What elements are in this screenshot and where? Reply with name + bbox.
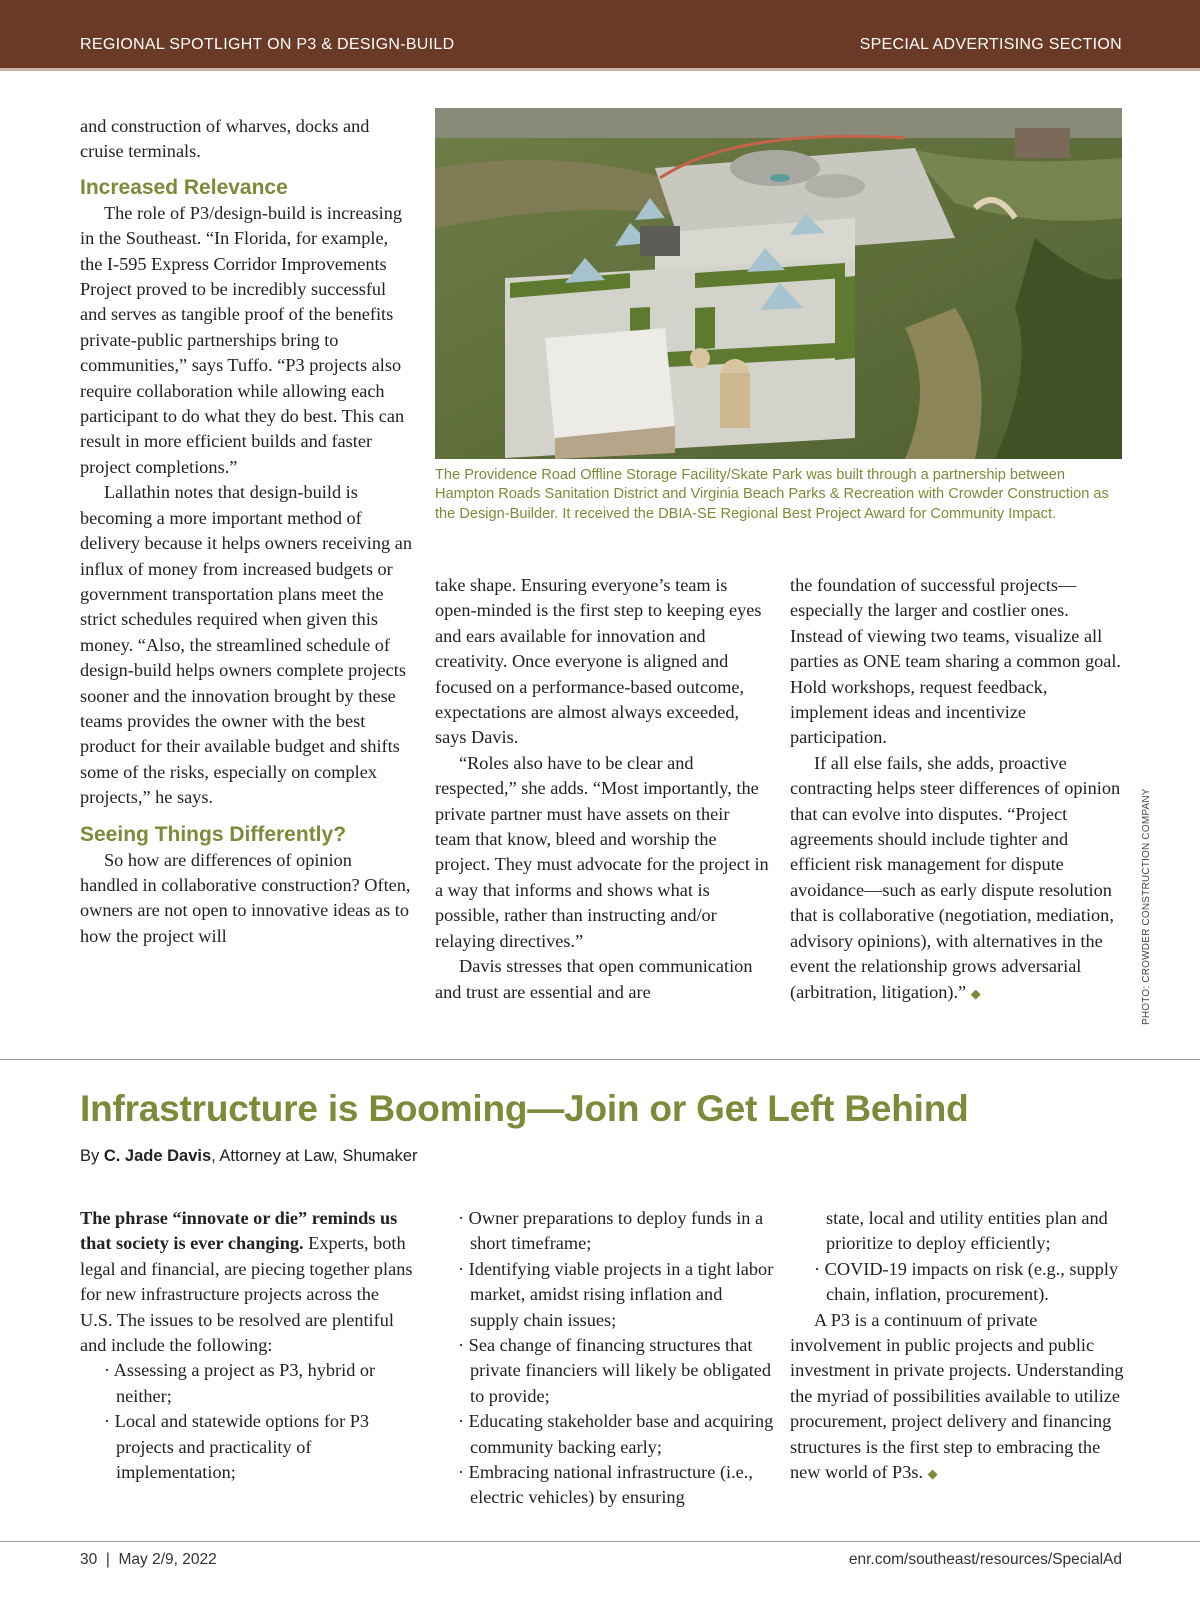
header-bar [0, 0, 1200, 68]
list-item [458, 1206, 774, 1257]
photo-credit: PHOTO: CROWDER CONSTRUCTION COMPANY [1141, 788, 1152, 1025]
byline-prefix: By [80, 1147, 104, 1165]
bullet-icon: · [458, 1335, 465, 1356]
list-item-text: Embracing national infrastructure (i.e., electric vehicles) by ensuring [468, 1462, 753, 1508]
bullet-icon: · [458, 1208, 465, 1228]
advertising-label: SPECIAL ADVERTISING SECTION [859, 36, 1122, 53]
list-item-text: Assessing a project as P3, hybrid or neither; [113, 1360, 376, 1406]
list-item [80, 1358, 414, 1409]
bullet-icon: · [814, 1258, 821, 1279]
paragraph: So how are differences of opinion handled in collaborative construction? Often, owners are not open to innovative ideas as to how the project will [80, 849, 411, 946]
photo-caption: The Providence Road Offline Storage Facility/Skate Park was built through a partnership between Hampton Roads Sanitation District and Virginia Beach Parks & Recreation with Crowder Construction as the Design-Builder. It received the DBIA-SE Regional Best Project Award for Community Impact. [435, 467, 1109, 522]
paragraph-text: If all else fails, she adds, proactive contracting helps steer differences of opinion that can evolve into disputes. “Project agreements should include tighter and efficient risk management for dispute avoidance—such as early dispute resolution that is collaborative (negotiation, mediation, advisory opinions), with alternatives in the event the relationship grows adversarial (arbitration, litigation).” [790, 752, 1121, 1002]
article2-column-1 [80, 1206, 414, 1485]
footer-rule [0, 1541, 1200, 1542]
author-name: C. Jade Davis [103, 1147, 212, 1165]
bullet-icon: · [104, 1411, 111, 1432]
paragraph-final [790, 751, 1124, 1006]
paragraph: The role of P3/design-build is increasing in the Southeast. “In Florida, for example, the I-595 Express Corridor Improvements Project proved to be incredibly successful and serves as tangible proof of the benefits private-public partnerships bring to communities,” says Tuffo. “P3 projects also require collaboration while allowing each participant to do what they do best. This can result in more efficient builds and faster project completions.” [80, 202, 405, 477]
list-item-text: Owner preparations to deploy funds in a short timeframe; [468, 1208, 764, 1254]
bullet-icon: · [458, 1411, 465, 1432]
list-item [458, 1333, 774, 1409]
article1-column-2 [435, 573, 769, 1005]
paragraph: Lallathin notes that design-build is becoming a more important method of delivery because it helps owners receiving an influx of money from increased budgets or government transportation plans meet the strict schedules required when given this money. “Also, the streamlined schedule of design-build helps owners complete projects sooner and the innovation brought by these teams provides the owner with the best product for their available budget and shifts some of the risks, especially on complex projects,” he says. [80, 482, 412, 808]
bullet-icon: · [458, 1462, 465, 1483]
subheading-increased-relevance: Increased Relevance [80, 175, 288, 199]
bullet-icon: · [104, 1360, 111, 1381]
aerial-photo-skate-park [435, 108, 1122, 459]
bullet-icon: · [458, 1258, 465, 1279]
article2-column-2 [458, 1206, 774, 1511]
list-item [458, 1409, 774, 1460]
lead-paragraph [80, 1206, 414, 1358]
paragraph: the foundation of successful projects—especially the larger and costlier ones. Instead of viewing two teams, visualize all parties as ONE team sharing a common goal. Hold workshops, request feedback, implement ideas and incentivize participation. [790, 575, 1121, 748]
page-number-date: 30 | May 2/9, 2022 [80, 1551, 217, 1568]
end-mark-icon: ◆ [970, 985, 981, 1001]
list-item-text: Sea change of financing structures that private financiers will likely be obligated to provide; [468, 1335, 772, 1406]
paragraph-text: A P3 is a continuum of private involvement in public projects and public investment in private projects. Understanding the myriad of possibilities available to utilize procurement, project delivery and financing structures is the first step to embracing the new world of P3s. [790, 1309, 1124, 1483]
article2-column-3 [790, 1206, 1130, 1486]
list-item [790, 1257, 1130, 1308]
closing-paragraph [790, 1308, 1130, 1487]
author-title: , Attorney at Law, Shumaker [211, 1147, 418, 1165]
list-item-text: Local and statewide options for P3 projects and practicality of implementation; [114, 1411, 370, 1483]
footer-url: enr.com/southeast/resources/SpecialAd [848, 1551, 1122, 1568]
list-item-text: Educating stakeholder base and acquiring community backing early; [468, 1411, 774, 1457]
list-item-continued: state, local and utility entities plan and prioritize to deploy efficiently; [826, 1208, 1108, 1254]
header-rule [0, 68, 1200, 71]
paragraph: take shape. Ensuring everyone’s team is open-minded is the first step to keeping eyes and ears available for innovation and creativity. Once everyone is aligned and focused on a performance-based outcome, expectations are almost always exceeded, says Davis. [435, 575, 762, 748]
paragraph: and construction of wharves, docks and cruise terminals. [80, 116, 370, 162]
list-item [458, 1257, 774, 1333]
article1-column-3 [790, 573, 1124, 1006]
section-divider [0, 1059, 1200, 1060]
end-mark-icon: ◆ [927, 1466, 938, 1482]
paragraph: “Roles also have to be clear and respected,” she adds. “Most importantly, the private partner must have assets on their team that know, bleed and worship the project. They must advocate for the project in a way that informs and shows what is possible, rather than instructing and/or relaying directives.” [435, 752, 769, 951]
lead-text: Experts, both legal and financial, are piecing together plans for new infrastructure projects across the U.S. The issues to be resolved are plentiful and include the following: [80, 1233, 413, 1356]
list-item [458, 1460, 774, 1511]
list-item [80, 1409, 414, 1485]
article1-column-1 [80, 114, 414, 949]
paragraph: Davis stresses that open communication and trust are essential and are [435, 956, 753, 1002]
article2-title: Infrastructure is Booming—Join or Get Left Behind [80, 1088, 969, 1129]
subheading-seeing-things-differently: Seeing Things Differently? [80, 822, 347, 846]
section-title: REGIONAL SPOTLIGHT ON P3 & DESIGN-BUILD [80, 36, 455, 53]
lead-bold: The phrase “innovate or die” reminds us that society is ever changing. [80, 1208, 398, 1254]
list-item-text: COVID-19 impacts on risk (e.g., supply chain, inflation, procurement). [824, 1258, 1119, 1305]
list-item-text: Identifying viable projects in a tight labor market, amidst rising inflation and supply chain issues; [468, 1258, 774, 1330]
byline [80, 1147, 418, 1166]
